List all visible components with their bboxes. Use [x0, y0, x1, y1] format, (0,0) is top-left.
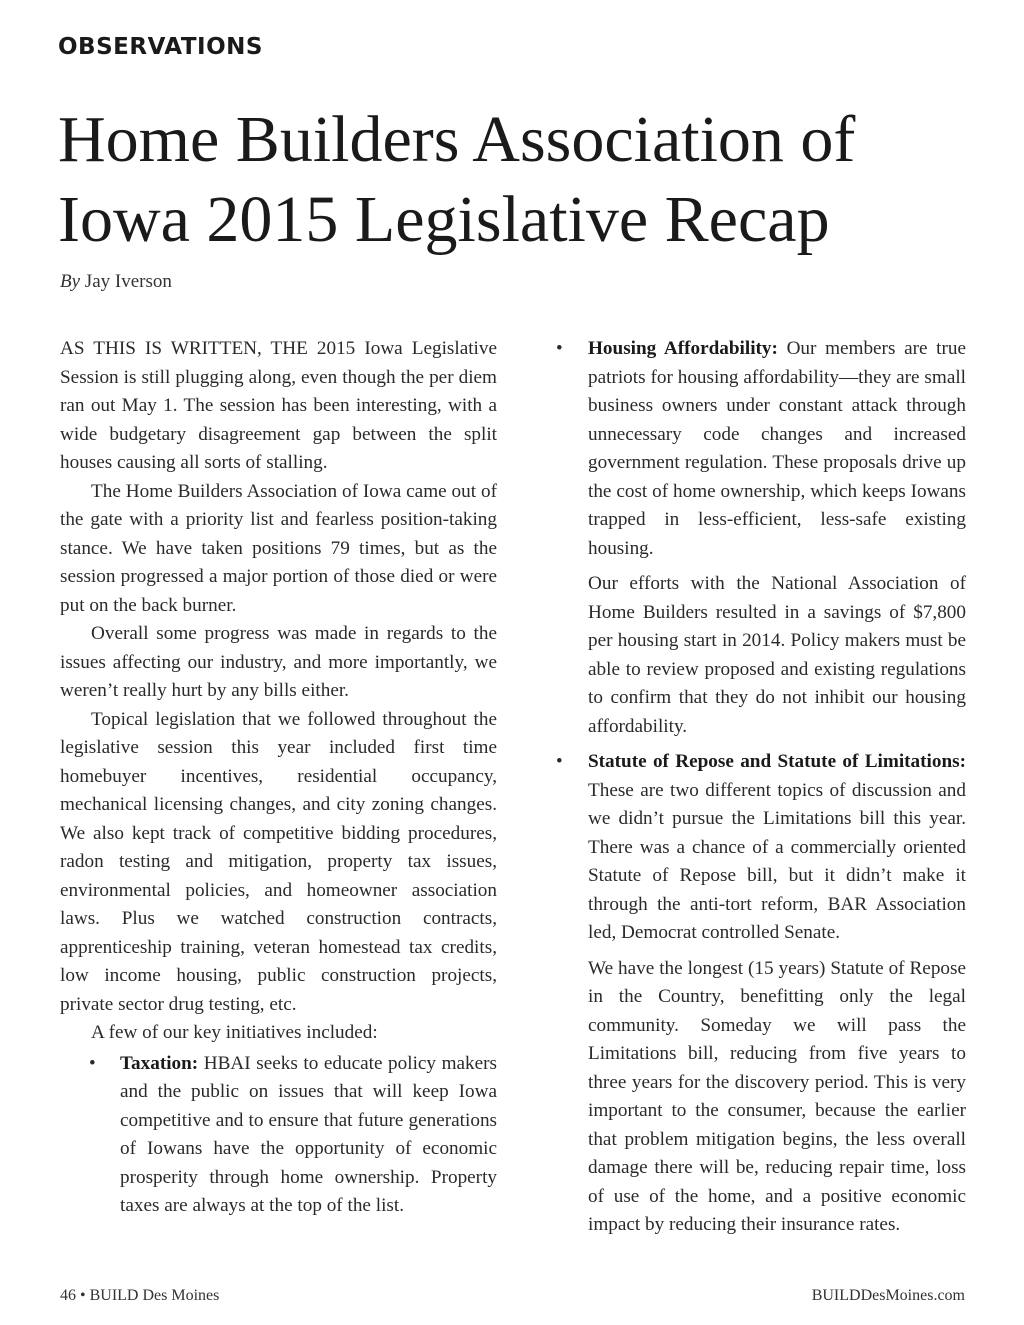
bullet-dot-icon: • [556, 338, 563, 359]
section-label: OBSERVATIONS [58, 34, 263, 60]
bullet-item-taxation [60, 1050, 497, 1221]
body-paragraph: AS THIS IS WRITTEN, THE 2015 Iowa Legislative Session is still plugging along, even though the per diem ran out May 1. The session has been interesting, with a wide budgetary disagreement gap between the split houses causing all sorts of stalling. [60, 338, 497, 473]
bullet-item-housing-affordability [556, 335, 966, 741]
bullet-text: HBAI seeks to educate policy makers and the public on issues that will keep Iowa competitive and to ensure that future generations of Iowans have the opportunity of economic prosperity through home ownership. Property taxes are always at the top of the list. [120, 1052, 497, 1216]
bullet-label: Taxation: [120, 1052, 199, 1074]
article-title: Home Builders Association of Iowa 2015 Legislative Recap [58, 103, 856, 256]
bullet-text: These are two different topics of discussion and we didn’t pursue the Limitations bill this year. There was a chance of a commercially oriented Statute of Repose bill, but it didn’t make it through the anti-tort reform, BAR Association led, Democrat controlled Senate. [588, 779, 966, 943]
bullet-item-statute-of-repose [556, 748, 966, 1240]
footer-website: BUILDDesMoines.com [811, 1287, 965, 1304]
bullet-followup-paragraph: We have the longest (15 years) Statute of Repose in the Country, benefitting only the legal community. Someday we will pass the Limitations bill, reducing from five years to three years for the discovery period. This is very important to the consumer, because the earlier that problem mitigation begins, the less overall damage there will be, reducing repair time, loss of use of the home, and a positive economic impact by reducing their insurance rates. [588, 957, 966, 1235]
bullet-label: Housing Affordability: [588, 338, 778, 359]
body-paragraph: Overall some progress was made in regards to the issues affecting our industry, and more importantly, we weren’t really hurt by any bills either. [60, 623, 497, 701]
left-column [60, 335, 497, 1221]
bullet-followup-paragraph: Our efforts with the National Association of Home Builders resulted in a savings of $7,800 per housing start in 2014. Policy makers must be able to review proposed and existing regulations to confirm that they do not inhibit our housing affordability. [588, 573, 966, 737]
footer-page-info: 46 • BUILD Des Moines [60, 1287, 220, 1304]
byline-prefix: By [60, 271, 81, 292]
bullet-text: Our members are true patriots for housing affordability—they are small business owners under constant attack through unnecessary code changes and increased government regulation. These proposals drive up the cost of home ownership, which keeps Iowans trapped in less-efficient, less-safe existing housing. [588, 338, 966, 559]
byline-author: Jay Iverson [84, 271, 172, 292]
bullet-dot-icon: • [89, 1052, 96, 1074]
bullet-label: Statute of Repose and Statute of Limitations: [588, 751, 966, 772]
body-paragraph: A few of our key initiatives included: [91, 1022, 378, 1043]
right-column [556, 335, 966, 1240]
bullet-dot-icon: • [556, 751, 563, 772]
byline [60, 271, 172, 293]
body-paragraph: The Home Builders Association of Iowa came out of the gate with a priority list and fearless position-taking stance. We have taken positions 79 times, but as the session progressed a major portion of those died or were put on the back burner. [60, 480, 497, 616]
body-paragraph: Topical legislation that we followed throughout the legislative session this year included first time homebuyer incentives, residential occupancy, mechanical licensing changes, and city zoning changes. We also kept track of competitive bidding procedures, radon testing and mitigation, property tax issues, environmental policies, and homeowner association laws. Plus we watched construction contracts, apprenticeship training, veteran homestead tax credits, low income housing, public construction projects, private sector drug testing, etc. [60, 708, 497, 1015]
